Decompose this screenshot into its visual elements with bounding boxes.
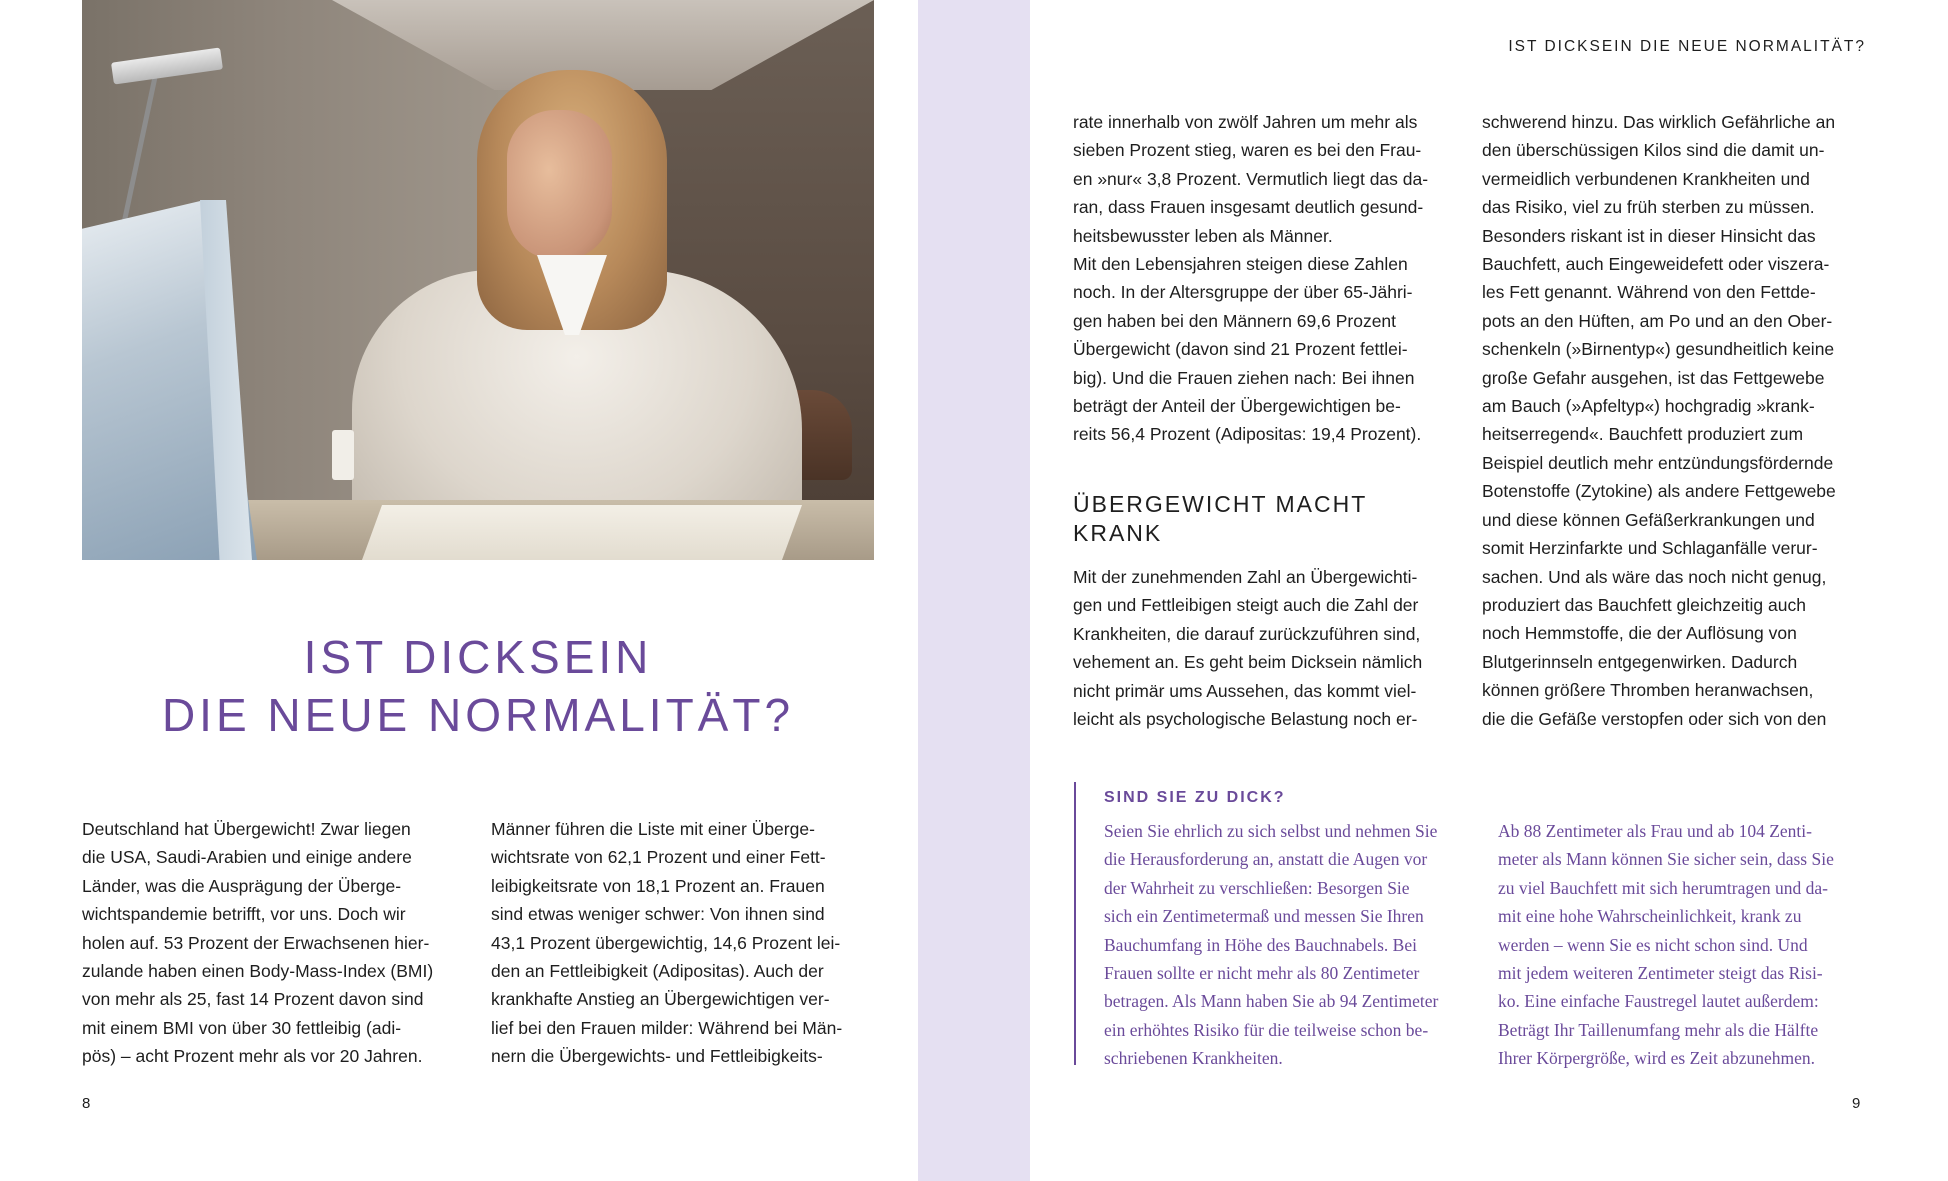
subheading-line: KRANK <box>1073 520 1163 546</box>
text-line: werden – wenn Sie es nicht schon sind. Und <box>1498 934 1808 955</box>
text-line: Blutgerinnseln entgegenwirken. Dadurch <box>1482 651 1798 672</box>
text-line: sachen. Und als wäre das noch nicht genug, <box>1482 566 1827 587</box>
photo-lamp <box>111 47 223 84</box>
text-line: meter als Mann können Sie sicher sein, dass Sie <box>1498 849 1834 870</box>
text-line: zulande haben einen Body-Mass-Index (BMI) <box>82 961 434 982</box>
text-line: betragen. Als Mann haben Sie ab 94 Zentimeter <box>1104 991 1439 1012</box>
center-gutter <box>918 0 1030 1181</box>
text-line: krankhafte Anstieg an Übergewichtigen ver- <box>491 989 830 1010</box>
text-line: Männer führen die Liste mit einer Überge- <box>491 819 815 839</box>
text-line: Seien Sie ehrlich zu sich selbst und nehmen Sie <box>1104 821 1438 841</box>
right-body-column-2 <box>1482 108 1866 733</box>
text-line: können größere Thromben heranwachsen, <box>1482 680 1814 701</box>
info-box-column-2 <box>1498 817 1868 1073</box>
chapter-title <box>82 628 874 744</box>
text-line: gen haben bei den Männern 69,6 Prozent <box>1073 310 1397 331</box>
text-line: Mit den Lebensjahren steigen diese Zahlen <box>1073 254 1408 275</box>
subheading-line: ÜBERGEWICHT MACHT <box>1073 491 1368 517</box>
text-line: sieben Prozent stieg, waren es bei den Frau- <box>1073 140 1422 161</box>
text-line: mit einem BMI von über 30 fettleibig (adi- <box>82 1017 402 1038</box>
text-line: große Gefahr ausgehen, ist das Fettgewebe <box>1482 367 1825 388</box>
text-line: schriebenen Krankheiten. <box>1104 1048 1283 1069</box>
text-line: noch Hemmstoffe, die der Auflösung von <box>1482 623 1797 644</box>
text-line: ko. Eine einfache Faustregel lautet außerdem: <box>1498 991 1819 1012</box>
text-line: pös) – acht Prozent mehr als vor 20 Jahren. <box>82 1046 423 1067</box>
left-body-column-1 <box>82 815 462 1071</box>
section-subheading <box>1073 490 1457 548</box>
text-line: Besonders riskant ist in dieser Hinsicht das <box>1482 225 1816 246</box>
text-line: nicht primär ums Aussehen, das kommt viel- <box>1073 680 1417 701</box>
text-line: rate innerhalb von zwölf Jahren um mehr als <box>1073 112 1418 132</box>
text-line: leibigkeitsrate von 18,1 Prozent an. Frauen <box>491 875 825 896</box>
text-line: Bauchfett, auch Eingeweidefett oder viszera- <box>1482 254 1830 275</box>
woman-at-computer-photo <box>82 0 874 560</box>
text-line: Ihrer Körpergröße, wird es Zeit abzunehmen. <box>1498 1048 1815 1069</box>
text-line: big). Und die Frauen ziehen nach: Bei ihnen <box>1073 367 1415 388</box>
text-line: Deutschland hat Übergewicht! Zwar liegen <box>82 819 411 839</box>
text-line: Botenstoffe (Zytokine) als andere Fettgewebe <box>1482 481 1836 502</box>
page-number-right: 9 <box>1852 1095 1861 1112</box>
text-line: Länder, was die Ausprägung der Überge- <box>82 875 402 896</box>
info-box-column-1 <box>1104 817 1484 1073</box>
text-line: produziert das Bauchfett gleichzeitig auch <box>1482 594 1806 615</box>
text-line: schwerend hinzu. Das wirklich Gefährliche an <box>1482 112 1836 132</box>
info-box-heading: SIND SIE ZU DICK? <box>1104 789 1286 806</box>
text-line: leicht als psychologische Belastung noch er- <box>1073 709 1418 730</box>
info-box-rule <box>1074 782 1076 1065</box>
text-line: ran, dass Frauen insgesamt deutlich gesund- <box>1073 197 1424 218</box>
text-line: mit jedem weiteren Zentimeter steigt das Risi- <box>1498 963 1823 984</box>
text-line: schenkeln (»Birnentyp«) gesundheitlich keine <box>1482 339 1835 360</box>
text-line: gen und Fettleibigen steigt auch die Zahl der <box>1073 595 1419 616</box>
photo-lamp-arm <box>120 71 158 229</box>
text-line: den an Fettleibigkeit (Adipositas). Auch der <box>491 961 824 982</box>
text-line: Beispiel deutlich mehr entzündungsfördernde <box>1482 452 1834 473</box>
text-line: wichtspandemie betrifft, vor uns. Doch wir <box>82 904 406 925</box>
text-line: les Fett genannt. Während von den Fettde- <box>1482 282 1816 303</box>
text-line: am Bauch (»Apfeltyp«) hochgradig »krank- <box>1482 396 1815 417</box>
text-line: Übergewicht (davon sind 21 Prozent fettlei- <box>1073 339 1408 360</box>
text-line: Mit der zunehmenden Zahl an Übergewichti- <box>1073 567 1418 587</box>
text-line: Ab 88 Zentimeter als Frau und ab 104 Zenti- <box>1498 821 1812 841</box>
text-line: sich ein Zentimetermaß und messen Sie Ihren <box>1104 906 1424 927</box>
text-line: en »nur« 3,8 Prozent. Vermutlich liegt das da- <box>1073 168 1429 189</box>
text-line: heitserregend«. Bauchfett produziert zum <box>1482 424 1804 445</box>
text-line: Beträgt Ihr Taillenumfang mehr als die Hälfte <box>1498 1019 1819 1040</box>
text-line: mit eine hohe Wahrscheinlichkeit, krank zu <box>1498 906 1802 927</box>
text-line: noch. In der Altersgruppe der über 65-Jähri- <box>1073 282 1413 303</box>
text-line: holen auf. 53 Prozent der Erwachsenen hier- <box>82 932 430 953</box>
text-line: beträgt der Anteil der Übergewichtigen be- <box>1073 396 1401 417</box>
text-line: das Risiko, viel zu früh sterben zu müssen. <box>1482 197 1815 218</box>
chapter-title-line: DIE NEUE NORMALITÄT? <box>161 689 795 741</box>
running-head: IST DICKSEIN DIE NEUE NORMALITÄT? <box>1508 38 1866 55</box>
photo-mug <box>332 430 354 480</box>
right-body-column-1-bottom <box>1073 563 1457 733</box>
photo-face <box>507 110 612 260</box>
text-line: der Wahrheit zu verschließen: Besorgen Sie <box>1104 877 1410 898</box>
text-line: die die Gefäße verstopfen oder sich von den <box>1482 708 1827 729</box>
page-number-left: 8 <box>82 1095 91 1112</box>
text-line: den überschüssigen Kilos sind die damit un- <box>1482 140 1825 161</box>
text-line: wichtsrate von 62,1 Prozent und einer Fett- <box>491 847 826 868</box>
text-line: Bauchumfang in Höhe des Bauchnabels. Bei <box>1104 934 1417 955</box>
text-line: somit Herzinfarkte und Schlaganfälle verur- <box>1482 538 1818 559</box>
text-line: die USA, Saudi-Arabien und einige andere <box>82 847 412 868</box>
text-line: vehement an. Es geht beim Dicksein nämlich <box>1073 652 1423 673</box>
text-line: reits 56,4 Prozent (Adipositas: 19,4 Prozent). <box>1073 424 1422 445</box>
text-line: 43,1 Prozent übergewichtig, 14,6 Prozent lei- <box>491 932 841 953</box>
text-line: vermeidlich verbundenen Krankheiten und <box>1482 168 1810 189</box>
photo-paper <box>362 505 802 560</box>
left-body-column-2 <box>491 815 873 1071</box>
text-line: sind etwas weniger schwer: Von ihnen sind <box>491 904 825 925</box>
text-line: die Herausforderung an, anstatt die Augen vor <box>1104 849 1428 870</box>
text-line: pots an den Hüften, am Po und an den Ober- <box>1482 310 1833 331</box>
text-line: lief bei den Frauen milder: Während bei Män- <box>491 1017 843 1038</box>
text-line: von mehr als 25, fast 14 Prozent davon sind <box>82 989 424 1010</box>
text-line: Frauen sollte er nicht mehr als 80 Zentimeter <box>1104 963 1420 984</box>
text-line: nern die Übergewichts- und Fettleibigkeits- <box>491 1046 823 1067</box>
text-line: heitsbewusster leben als Männer. <box>1073 225 1333 246</box>
text-line: ein erhöhtes Risiko für die teilweise schon be- <box>1104 1019 1429 1040</box>
right-body-column-1-top <box>1073 108 1457 449</box>
text-line: und diese können Gefäßerkrankungen und <box>1482 509 1815 530</box>
chapter-title-line: IST DICKSEIN <box>303 631 653 683</box>
text-line: Krankheiten, die darauf zurückzuführen sind, <box>1073 623 1421 644</box>
text-line: zu viel Bauchfett mit sich herumtragen und da- <box>1498 877 1828 898</box>
